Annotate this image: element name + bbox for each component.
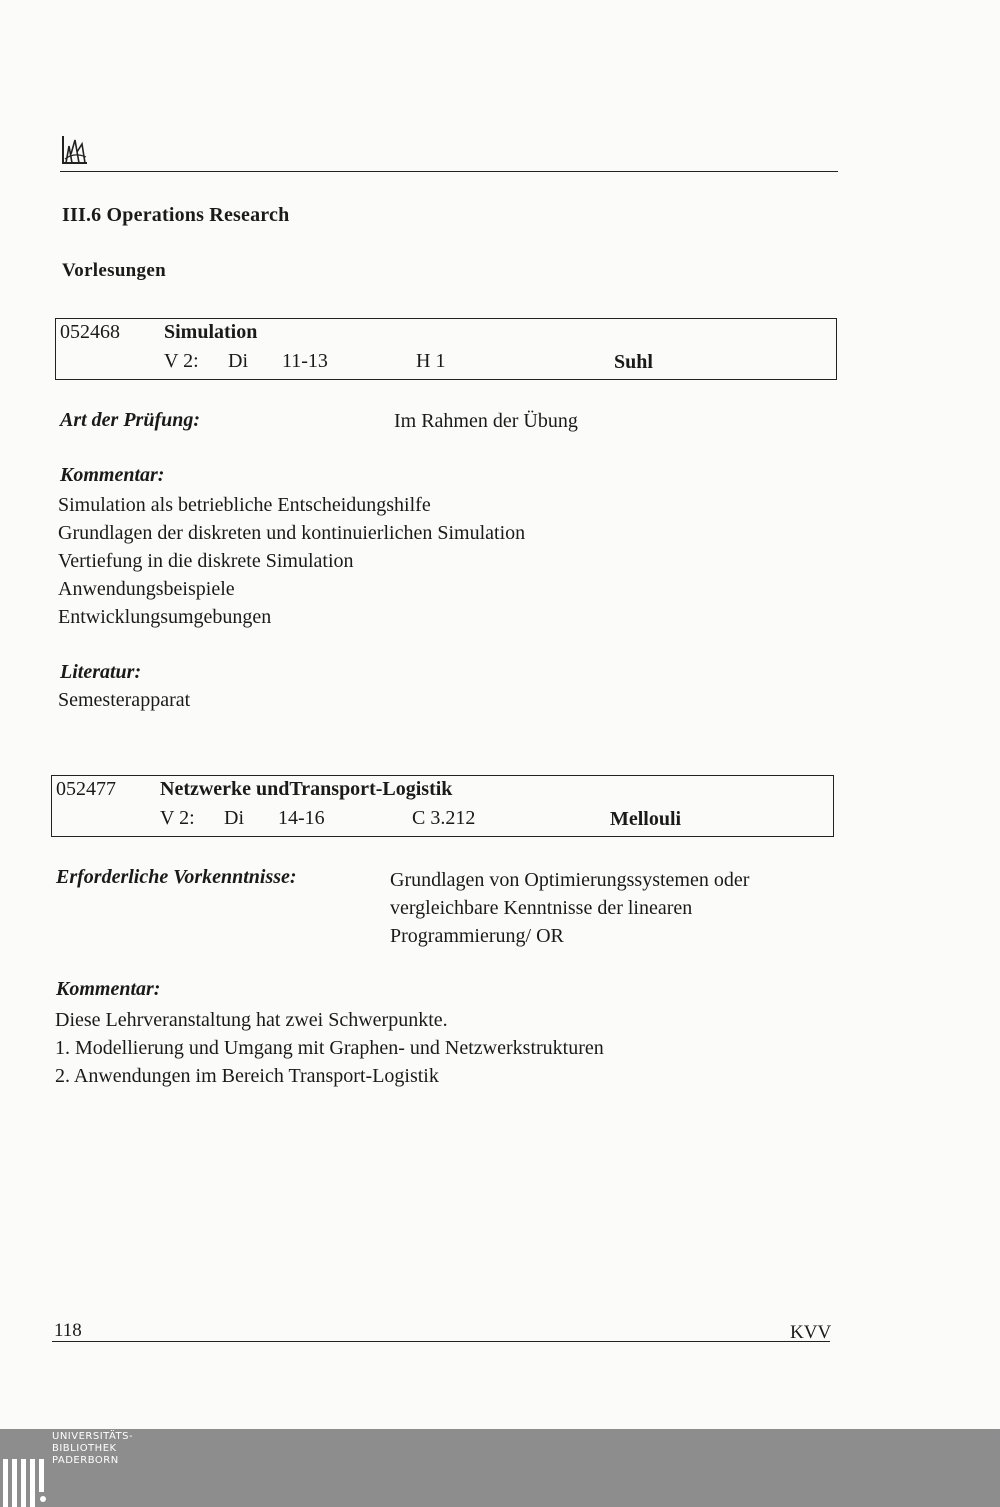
comment-line: Entwicklungsumgebungen [58, 606, 272, 628]
course-room: H 1 [416, 350, 446, 372]
footer-label: KVV [790, 1322, 832, 1343]
page-number: 118 [54, 1320, 82, 1341]
exam-label: Art der Prüfung: [60, 409, 201, 431]
literature-label: Literatur: [60, 661, 142, 683]
course-title: Simulation [164, 321, 258, 343]
comment-line: Diese Lehrveranstaltung hat zwei Schwerpunkte. [55, 1009, 448, 1031]
comment-line: Grundlagen der diskreten und kontinuierlichen Simulation [58, 522, 526, 544]
prereq-line: vergleichbare Kenntnisse der linearen [390, 897, 693, 919]
library-line: BIBLIOTHEK [52, 1443, 117, 1454]
library-name [52, 1431, 133, 1467]
prereq-line: Programmierung/ OR [390, 925, 564, 947]
course-id: 052468 [60, 321, 120, 343]
course-lecturer: Mellouli [610, 808, 682, 830]
course-header-box [51, 775, 834, 837]
header-rule [60, 171, 838, 172]
course-type: V 2: [164, 350, 199, 372]
course-type: V 2: [160, 807, 195, 829]
section-title: III.6 Operations Research [62, 204, 290, 226]
library-dot-icon [40, 1496, 46, 1502]
course-lecturer: Suhl [614, 351, 653, 373]
prereq-line: Grundlagen von Optimierungssystemen oder [390, 869, 750, 891]
literature-value: Semesterapparat [58, 689, 191, 711]
section-subtitle: Vorlesungen [62, 260, 166, 281]
course-time: 14-16 [278, 807, 325, 829]
university-logo-icon [60, 132, 90, 166]
course-day: Di [228, 350, 248, 372]
comment-label: Kommentar: [56, 978, 161, 1000]
comment-line: Simulation als betriebliche Entscheidungshilfe [58, 494, 431, 516]
comment-line: 2. Anwendungen im Bereich Transport-Logistik [55, 1065, 439, 1087]
comment-label: Kommentar: [60, 464, 165, 486]
library-band [0, 1429, 1000, 1507]
exam-value: Im Rahmen der Übung [394, 410, 578, 432]
course-room: C 3.212 [412, 807, 476, 829]
comment-line: 1. Modellierung und Umgang mit Graphen- und Netzwerkstrukturen [55, 1037, 604, 1059]
course-title: Netzwerke undTransport-Logistik [160, 778, 453, 800]
footer-rule [52, 1341, 830, 1342]
library-line: PADERBORN [52, 1455, 119, 1466]
course-time: 11-13 [282, 350, 328, 372]
library-line: UNIVERSITÄTS- [52, 1431, 134, 1442]
comment-line: Vertiefung in die diskrete Simulation [58, 550, 354, 572]
course-header-box [55, 318, 837, 380]
comment-line: Anwendungsbeispiele [58, 578, 235, 600]
course-id: 052477 [56, 778, 116, 800]
prereq-label: Erforderliche Vorkenntnisse: [56, 866, 297, 888]
course-day: Di [224, 807, 244, 829]
